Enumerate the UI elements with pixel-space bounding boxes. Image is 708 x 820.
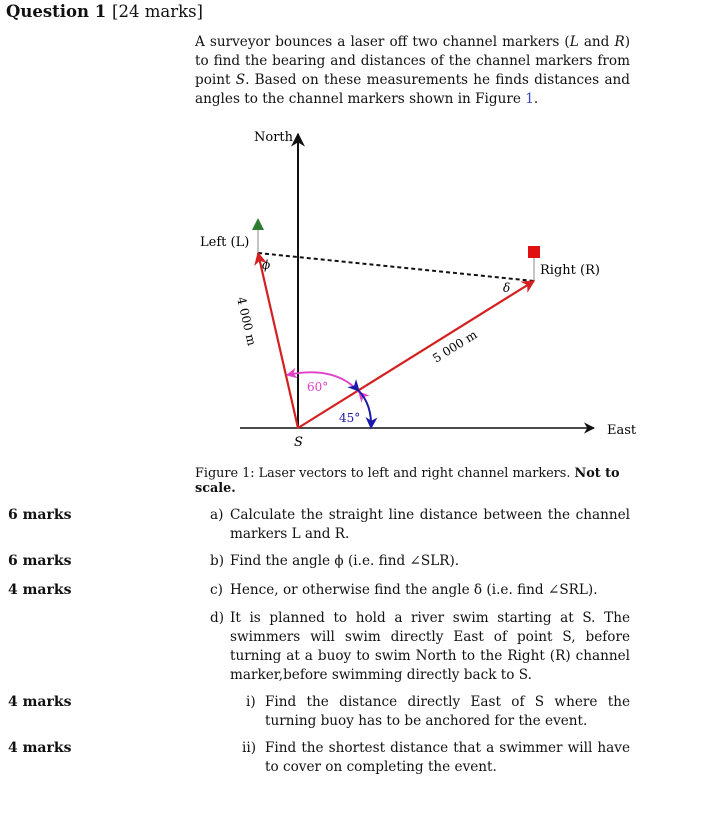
intro-text-1: A surveyor bounces a laser off two channel markers ( [195,34,570,50]
intro-S: S [235,72,246,88]
right-marker-square [528,246,540,258]
part-d-ii-label: ii) [242,740,256,756]
part-d-ii [242,739,630,777]
part-d-label: d) [210,610,225,626]
part-a-label: a) [210,507,224,523]
phi-label: ϕ [262,258,271,272]
question-title: Question 1 [6,2,107,21]
part-d [210,609,630,685]
part-b-text: Find the angle ϕ (i.e. find ∠SLR). [230,553,460,569]
part-c-label: c) [210,582,223,598]
caption-bold: Not to scale. [195,466,620,496]
marks-part-c: 4 marks [8,582,72,598]
intro-L: L [569,34,579,50]
part-b-label: b) [210,553,225,569]
intro-and: and [578,34,615,50]
dashed-line-LR [258,253,534,281]
vector-SR [298,281,534,428]
left-marker-label: Left (L) [200,235,250,250]
intro-text-2: ) to find the bearing and distances of the channel markers from point [195,34,630,88]
part-d-i-label: i) [246,694,256,710]
origin-label: S [294,435,303,450]
part-c-text: Hence, or otherwise find the angle δ (i.e. find ∠SRL). [230,582,598,598]
part-d-i-text: Find the distance directly East of S where the turning buoy has to be anchored for the event. [265,694,630,729]
vector-SL [258,253,298,428]
part-a [210,506,630,544]
part-c [210,581,630,600]
angle-45-label: 45° [339,411,361,425]
north-label: North [254,130,294,145]
figure-reference-link[interactable]: 1 [525,91,534,107]
distance-left-label: 4 000 m [234,295,259,347]
left-marker-triangle [252,218,264,230]
distance-right-label: 5 000 m [430,327,480,366]
question-marks: [24 marks] [112,2,203,21]
right-marker-label: Right (R) [540,263,600,278]
part-b [210,552,630,571]
marks-part-b: 6 marks [8,553,72,569]
part-d-ii-text: Find the shortest distance that a swimmer will have to cover on completing the event. [265,740,630,775]
part-a-text: Calculate the straight line distance between the channel markers L and R. [230,507,630,542]
intro-text-4: . [533,91,539,107]
part-d-text: It is planned to hold a river swim starting at S. The swimmers will swim directly East of point S, before turning at a buoy to swim North to the Right (R) channel marker,before swimming directly back to S. [230,610,630,683]
intro-R: R [614,34,625,50]
caption-text: Figure 1: Laser vectors to left and right channel markers. [195,466,575,481]
figure-caption [195,466,635,496]
marks-part-d-ii: 4 marks [8,740,72,756]
east-label: East [607,423,637,438]
marks-part-d-i: 4 marks [8,694,72,710]
intro-text-3: . Based on these measurements he finds distances and angles to the channel markers shown in Figure [195,72,630,107]
delta-label: δ [503,281,511,295]
marks-part-a: 6 marks [8,507,72,523]
angle-arc-45 [359,391,371,428]
angle-60-label: 60° [307,380,329,394]
part-d-i [246,693,630,731]
